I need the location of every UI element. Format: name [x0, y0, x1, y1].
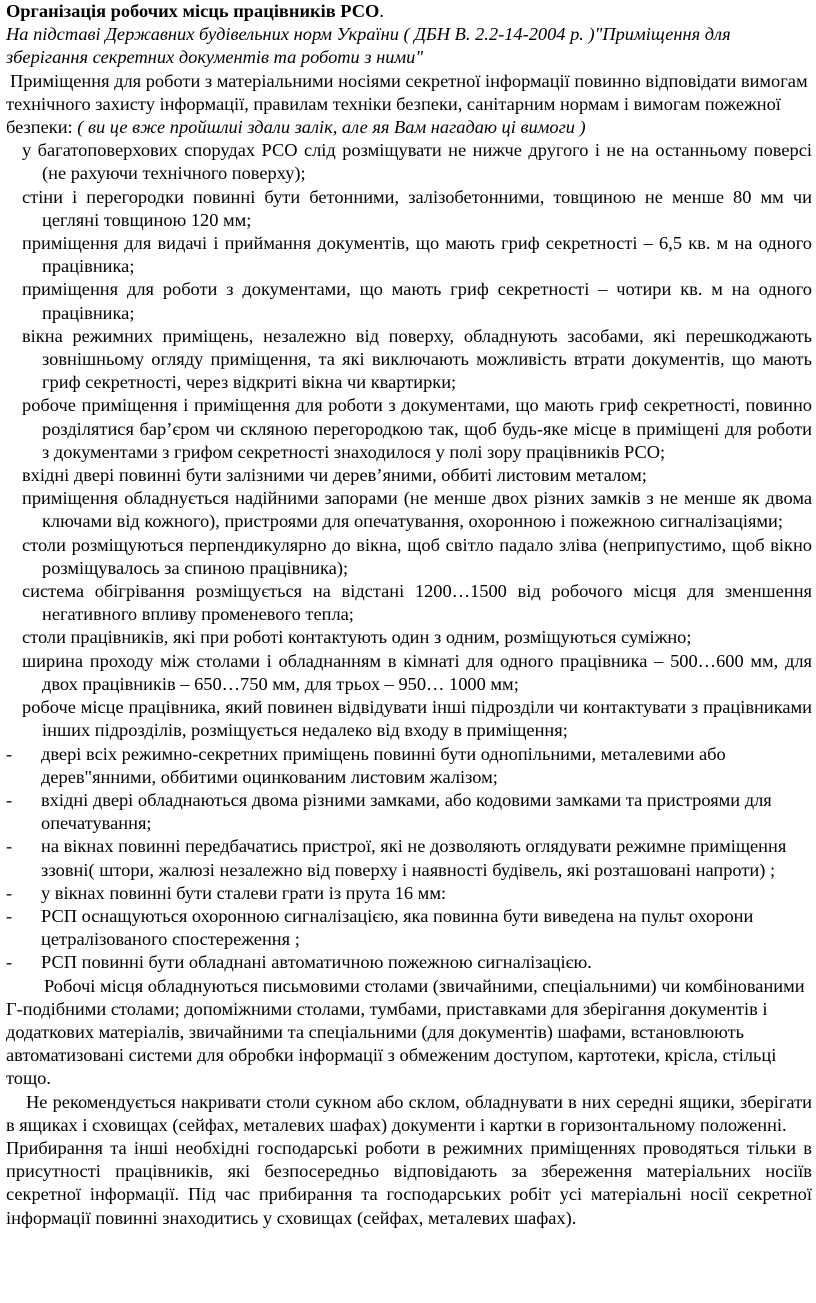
dash-list-item: [6, 743, 812, 789]
requirement-item: приміщення для роботи з документами, що мають гриф секретності – чотири кв. м на одного працівника;: [22, 279, 812, 323]
requirement-item: вікна режимних приміщень, незалежно від поверху, обладнують засобами, які перешкоджають зовнішньому огляду приміщення, та які виключають можливість втрати документів, що мають гриф секретності, через відкриті вікна чи квартирки;: [22, 325, 812, 393]
requirement-item: робоче приміщення і приміщення для роботи з документами, що мають гриф секретності, повинно розділятися бар’єром чи скляною перегородкою так, щоб будь-яке місце в приміщені для роботи з документами з грифом секретності знаходилося у полі зору працівників РСО;: [22, 395, 812, 462]
intro-paragraph: [6, 70, 812, 140]
dash-list: [6, 743, 812, 975]
intro-note: ( ви це вже пройшлиі здали залік, але яя Вам нагадаю ці вимоги ): [77, 117, 586, 138]
dash-marker: -: [6, 789, 13, 810]
requirement-item: ширина проходу між столами і обладнанням в кімнаті для одного працівника – 500…600 мм, для двох працівників – 650…750 мм, для трьох – 950… 1000 мм;: [22, 650, 812, 694]
paragraph-workplace-equipment: Робочі місця обладнуються письмовими столами (звичайними, спеціальними) чи комбінованими Г-подібними столами; допоміжними столами, тумбами, приставками для зберігання документів і додаткових матеріалів, звичайними та спеціальними (для документів) шафами, встановлюють автоматизовані системи для обробки інформації з обмеженим доступом, картотеки, крісла, стільці тощо.: [6, 975, 805, 1089]
dash-list-item: [6, 951, 812, 974]
requirement-item: стіни і перегородки повинні бути бетонними, залізобетонними, товщиною не менше 80 мм чи цегляні товщиною 120 мм;: [22, 186, 812, 230]
dash-marker: -: [6, 882, 13, 903]
dash-item-text: двері всіх режимно-секретних приміщень повинні бути однопільними, металевими або дерев"янними, оббитими оцинкованим листовим жалізом;: [41, 743, 726, 787]
dash-item-text: вхідні двері обладнаються двома різними замками, або кодовими замками та пристроями для опечатування;: [41, 789, 772, 834]
paragraph-cleaning: Прибирання та інші необхідні господарські роботи в режимних приміщеннях проводяться тільки в присутності працівників, які безпосередньо відповідають за збереження матеріальних носіїв секретної інформації. Під час прибирання та господарських робіт усі матеріальні носії секретної інформації повинні знаходитись у сховищах (сейфах, металевих шафах).: [6, 1137, 812, 1228]
intro-text: Приміщення для роботи з матеріальними носіями секретної інформації повинно відповідати вимогам технічного захисту інформації, правилам техніки безпеки, санітарним нормам і вимогам пожежної безпеки:: [6, 70, 808, 138]
document-title: [6, 0, 812, 23]
requirement-item: столи розміщуються перпендикулярно до вікна, щоб світло падало зліва (неприпустимо, щоб вікно розміщувалось за спиною працівника);: [22, 534, 812, 578]
requirements-list: [6, 139, 812, 742]
dash-list-item: [6, 905, 812, 951]
document-subtitle: На підставі Державних будівельних норм України ( ДБН В. 2.2-14-2004 р. )"Приміщення для зберігання секретних документів та роботи з ними": [6, 24, 731, 68]
paragraph-recommendations: Не рекомендується накривати столи сукном або склом, обладнувати в них середні ящики, зберігати в ящиках і сховищах (сейфах, металевих шафах) документи і картки в горизонтальному положенні.: [6, 1091, 812, 1135]
requirement-item: приміщення обладнується надійними запорами (не менше двох різних замків з не менше як двома ключами від кожного), пристроями для опечатування, охоронною і пожежною сигналізаціями;: [22, 488, 812, 532]
requirement-item: у багатоповерхових спорудах РСО слід розміщувати не нижче другого і не на останньому поверсі (не рахуючи технічного поверху);: [22, 140, 812, 184]
dash-item-text: у вікнах повинні бути сталеви грати із прута 16 мм:: [41, 882, 447, 903]
requirement-item: робоче місце працівника, який повинен відвідувати інші підрозділи чи контактувати з працівниками інших підрозділів, розміщується недалеко від входу в приміщення;: [22, 697, 812, 741]
title-period: .: [379, 1, 384, 21]
requirement-item: система обігрівання розміщується на відстані 1200…1500 від робочого місця для зменшення негативного впливу променевого тепла;: [22, 581, 812, 625]
dash-list-item: [6, 882, 812, 905]
requirement-item: приміщення для видачі і приймання документів, що мають гриф секретності – 6,5 кв. м на одного працівника;: [22, 233, 812, 277]
dash-marker: -: [6, 952, 13, 973]
dash-item-text: на вікнах повинні передбачатись пристрої, які не дозволяють оглядувати режимне приміщення ззовні( штори, жалюзі незалежно від поверху і наявності будівель, які розташовані напроти) ;: [41, 836, 787, 880]
dash-item-text: РСП повинні бути обладнані автоматичною пожежною сигналізацією.: [41, 952, 592, 973]
dash-list-item: [6, 789, 812, 835]
dash-marker: -: [6, 743, 13, 764]
dash-item-text: РСП оснащуються охоронною сигналізацією, яка повинна бути виведена на пульт охорони цетралізованого спостереження ;: [41, 905, 754, 950]
dash-marker: -: [6, 836, 13, 857]
dash-list-item: [6, 835, 812, 881]
dash-marker: -: [6, 905, 13, 926]
requirement-item: вхідні двері повинні бути залізними чи дерев’яними, оббиті листовим металом;: [22, 465, 647, 486]
title-text: Організація робочих місць працівників РСО: [6, 1, 380, 21]
requirement-item: столи працівників, які при роботі контактують один з одним, розміщуються суміжно;: [22, 627, 692, 648]
